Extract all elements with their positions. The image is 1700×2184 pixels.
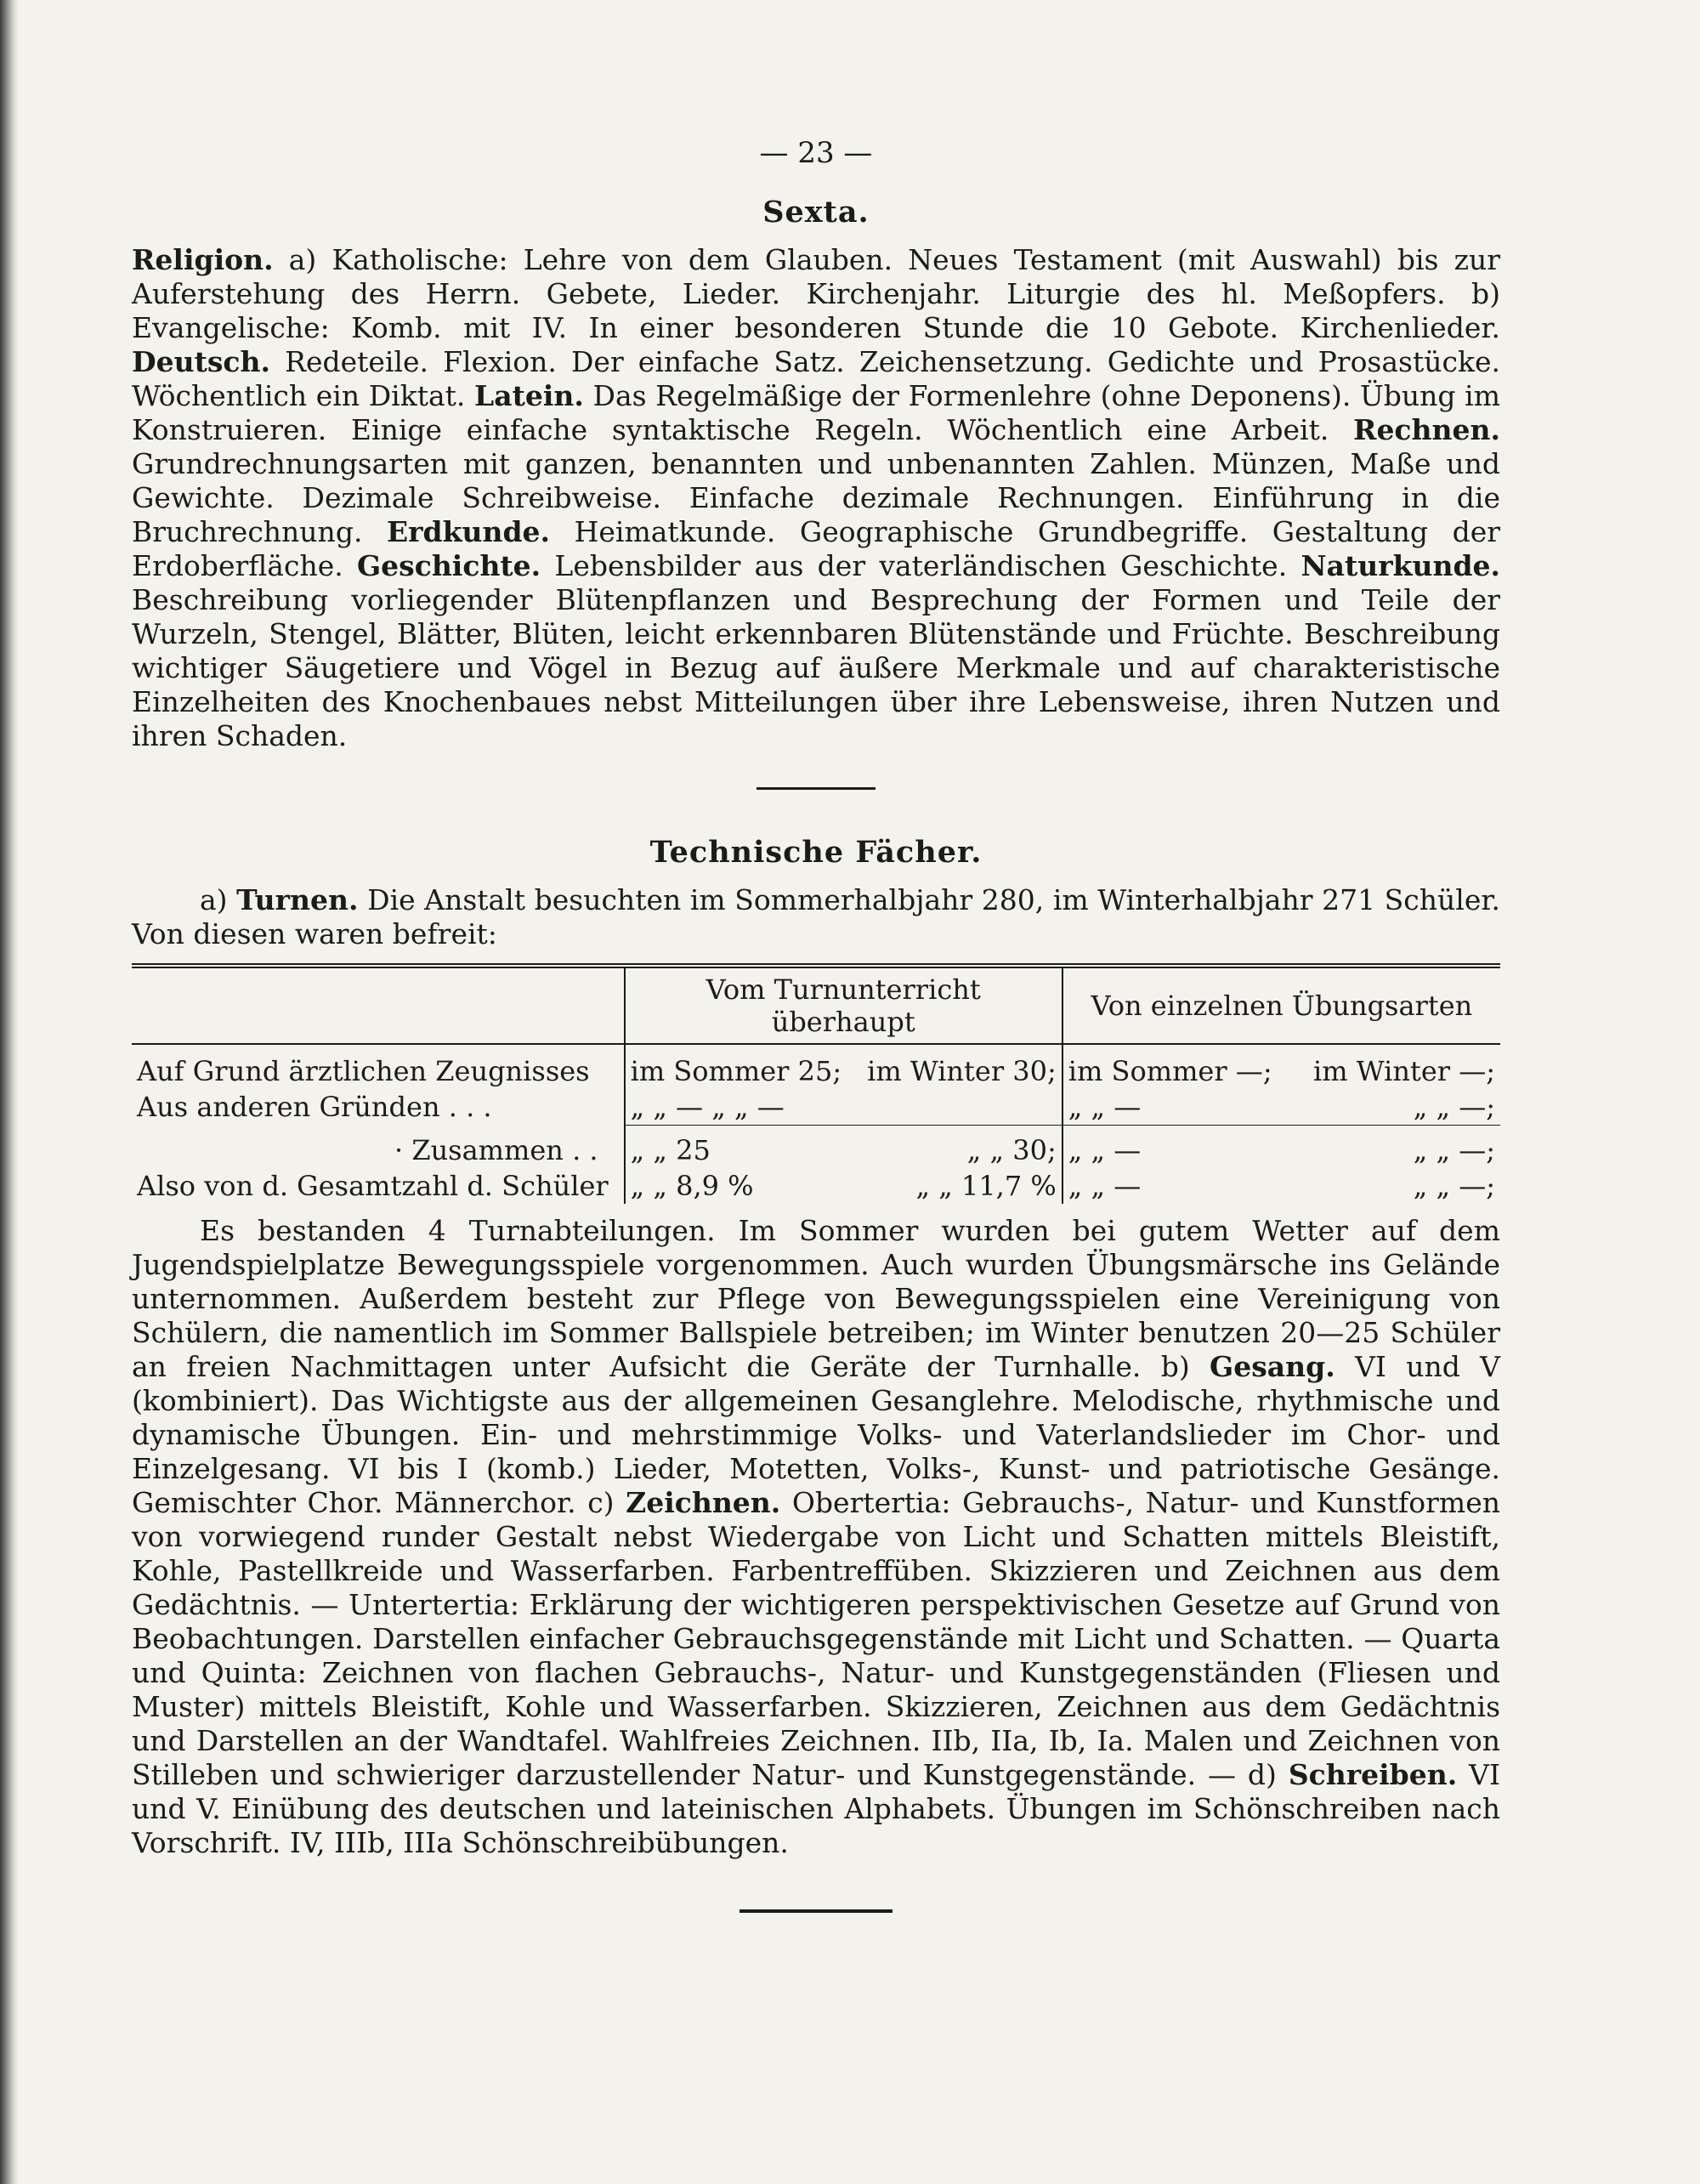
row-label: Also von d. Gesamtzahl d. Schüler — [137, 1170, 609, 1202]
cell-value: im Sommer —; — [1068, 1055, 1272, 1087]
turnen-intro-text: Die Anstalt besuchten im Sommerhalbjahr 280, im Winterhalbjahr 271 Schüler. Von diesen waren befreit: — [132, 883, 1500, 950]
cell-value: „ „ — „ „ — — [630, 1091, 785, 1123]
table-header-partial: Von einzelnen Übungsarten — [1062, 966, 1500, 1044]
section-heading-technische-faecher: Technische Fächer. — [649, 835, 983, 870]
cell-value: „ „ 11,7 % — [915, 1170, 1057, 1202]
cell-value: „ „ —; — [1413, 1134, 1495, 1166]
schreiben-text: VI und V. Einübung des deutschen und lateinischen Alphabets. Übungen im Schönschreiben nach Vorschrift. IV, IIIb, IIIa Schönschreibübungen. — [132, 1758, 1501, 1859]
cell-value: „ „ 25 — [630, 1134, 711, 1166]
table-header-row — [132, 966, 1500, 1044]
cell-value: „ „ —; — [1413, 1170, 1495, 1202]
cell-value: „ „ 8,9 % — [630, 1170, 754, 1202]
row-label: Aus anderen Gründen . . . — [137, 1091, 492, 1124]
subject-naturkunde: Naturkunde. — [1300, 549, 1501, 582]
subject-geschichte: Geschichte. — [356, 549, 541, 582]
subject-zeichnen: Zeichnen. — [626, 1486, 781, 1519]
subject-rechnen: Rechnen. — [1353, 413, 1500, 446]
end-divider — [740, 1909, 892, 1913]
table-row — [132, 1044, 1500, 1089]
deutsch-text: Redeteile. Flexion. Der einfache Satz. Zeichensetzung. Gedichte und Prosastücke. Wöchentlich ein Diktat. — [132, 345, 1500, 412]
subject-gesang: Gesang. — [1210, 1350, 1335, 1383]
section-heading-sexta: Sexta. — [762, 195, 870, 230]
subject-turnen: Turnen. — [236, 883, 359, 916]
table-header-blank — [132, 966, 625, 1044]
subject-schreiben: Schreiben. — [1288, 1758, 1458, 1791]
section-divider — [756, 787, 876, 790]
subject-erdkunde: Erdkunde. — [387, 515, 551, 548]
table-row — [132, 1089, 1500, 1126]
cell-value: „ „ — — [1068, 1170, 1142, 1202]
table-row-total — [132, 1126, 1500, 1169]
cell-value: „ „ — — [1068, 1134, 1142, 1166]
table-header-overall: Vom Turnunterricht überhaupt — [625, 966, 1062, 1044]
table-row-percent — [132, 1168, 1500, 1204]
book-gutter-shadow — [0, 0, 19, 2184]
technische-paragraph — [132, 1214, 1500, 1860]
turnen-prefix: a) — [200, 883, 237, 916]
rechnen-text: Grundrechnungsarten mit ganzen, benannten und unbenannten Zahlen. Münzen, Maße und Gewichte. Dezimale Schreibweise. Einfache dezimale Rechnungen. Einführung in die Bruchrechnung. — [132, 447, 1500, 548]
row-label: · Zusammen . . — [394, 1133, 598, 1166]
row-label: Auf Grund ärztlichen Zeugnisses — [137, 1055, 590, 1087]
cell-value: „ „ —; — [1413, 1091, 1495, 1123]
zeichnen-text: Obertertia: Gebrauchs-, Natur- und Kunstformen von vorwiegend runder Gestalt nebst Wiedergabe von Licht und Schatten mittels Bleistift, Kohle, Pastellkreide und Wasserfarben. Farbentreffüben. Skizzieren und Zeichnen aus dem Gedächtnis. — Untertertia: Erklärung der wichtigeren perspektivischen Gesetze auf Grund von Beobachtungen. Darstellen einfacher Gebrauchsgegenstände mit Licht und Schatten. — Quarta und Quinta: Zeichnen von flachen Gebrauchs-, Natur- und Kunstgegenständen (Fliesen und Muster) mittels Bleistift, Kohle und Wasserfarben. Skizzieren, Zeichnen aus dem Gedächtnis und Darstellen an der Wandtafel. Wahlfreies Zeichnen. IIb, IIa, Ib, Ia. Malen und Zeichnen von Stilleben und schwieriger darzustellender Natur- und Kunstgegenstände. — d) — [132, 1486, 1500, 1791]
page-content — [132, 136, 1500, 1913]
erdkunde-text: Heimatkunde. Geographische Grundbegriffe. Gestaltung der Erdoberfläche. — [132, 515, 1501, 582]
latein-text: Das Regelmäßige der Formenlehre (ohne Deponens). Übung im Konstruieren. Einige einfache syntaktische Regeln. Wöchentlich eine Arbeit. — [132, 379, 1500, 446]
exemption-table — [132, 963, 1500, 1204]
cell-value: „ „ 30; — [966, 1134, 1057, 1166]
cell-value: im Winter 30; — [867, 1055, 1057, 1087]
naturkunde-text: Beschreibung vorliegender Blütenpflanzen und Besprechung der Formen und Teile der Wurzeln, Stengel, Blätter, Blüten, leicht erkennbaren Blütenstände und Früchte. Beschreibung wichtiger Säugetiere und Vögel in Bezug auf äußere Merkmale und auf charakteristische Einzelheiten des Knochenbaues nebst Mitteilungen über ihre Lebensweise, ihren Nutzen und ihren Schaden. — [132, 583, 1500, 752]
subject-deutsch: Deutsch. — [132, 345, 271, 378]
turnen-intro — [132, 883, 1500, 951]
page-number: — 23 — — [759, 136, 873, 170]
subject-religion: Religion. — [132, 243, 274, 276]
religion-text: a) Katholische: Lehre von dem Glauben. Neues Testament (mit Auswahl) bis zur Auferstehung des Herrn. Gebete, Lieder. Kirchenjahr. Liturgie des hl. Meßopfers. b) Evangelische: Komb. mit IV. In einer besonderen Stunde die 10 Gebote. Kirchenlieder. — [132, 243, 1500, 344]
subject-latein: Latein. — [474, 379, 584, 412]
geschichte-text: Lebensbilder aus der vaterländischen Geschichte. — [541, 549, 1301, 582]
turnen-text: Es bestanden 4 Turnabteilungen. Im Sommer wurden bei gutem Wetter auf dem Jugendspielplatze Bewegungsspiele vorgenommen. Auch wurden Übungsmärsche ins Gelände unternommen. Außerdem besteht zur Pflege von Bewegungsspielen eine Vereinigung von Schülern, die namentlich im Sommer Ballspiele betreiben; im Winter benutzen 20—25 Schüler an freien Nachmittagen unter Aufsicht die Geräte der Turnhalle. b) — [132, 1214, 1500, 1383]
cell-value: „ „ — — [1068, 1091, 1142, 1123]
gesang-text: VI und V (kombiniert). Das Wichtigste aus der allgemeinen Gesanglehre. Melodische, rhythmische und dynamische Übungen. Ein- und mehrstimmige Volks- und Vaterlandslieder im Chor- und Einzelgesang. VI bis I (komb.) Lieder, Motetten, Volks-, Kunst- und patriotische Gesänge. Gemischter Chor. Männerchor. c) — [132, 1350, 1500, 1519]
cell-value: im Winter —; — [1313, 1055, 1495, 1087]
sexta-paragraph — [132, 243, 1500, 753]
cell-value: im Sommer 25; — [630, 1055, 842, 1087]
